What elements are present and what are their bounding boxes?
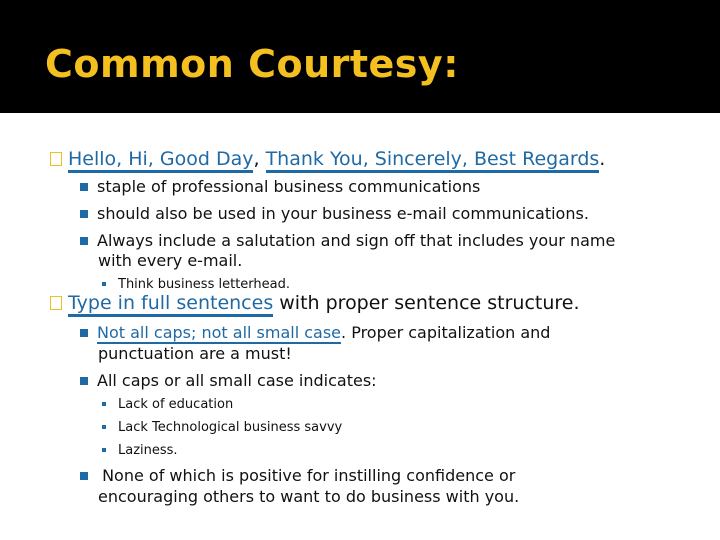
filled-square-icon	[80, 210, 88, 218]
small-square-icon	[102, 402, 106, 406]
slide-title: Common Courtesy:	[45, 42, 459, 86]
bullet-sentences	[50, 292, 580, 314]
small-square-icon	[102, 448, 106, 452]
confidence-continuation: encouraging others to want to do business with you.	[98, 487, 520, 506]
sub-sub-bullet-text: Laziness.	[118, 443, 178, 458]
sub-bullet-indicates	[80, 371, 377, 390]
sub-bullet-text: staple of professional business communications	[97, 177, 481, 196]
small-square-icon	[102, 425, 106, 429]
sub-bullet-caps	[80, 323, 550, 342]
sub-sub-bullet-text: Lack Technological business savvy	[118, 420, 343, 435]
square-outline-icon	[50, 296, 62, 310]
sub-sub-bullet-letterhead	[102, 277, 290, 292]
sentences-link[interactable]: Type in full sentences	[68, 292, 273, 317]
sub-sub-bullet-education	[102, 397, 233, 412]
sub-bullet-salutation	[80, 231, 615, 250]
sentences-rest: with proper sentence structure.	[273, 292, 580, 314]
caps-continuation: punctuation are a must!	[98, 344, 292, 363]
period-text: .	[599, 148, 606, 170]
sub-bullet-staple	[80, 177, 480, 196]
sub-bullet-continuation: with every e-mail.	[98, 251, 243, 270]
filled-square-icon	[80, 472, 88, 480]
bullet-greetings	[50, 148, 605, 170]
sub-bullet-text: All caps or all small case indicates:	[97, 371, 377, 390]
sub-sub-bullet-technological	[102, 420, 342, 435]
sub-bullet-confidence	[80, 466, 515, 485]
sub-bullet-email	[80, 204, 589, 223]
caps-link[interactable]: Not all caps; not all small case	[97, 323, 342, 342]
filled-square-icon	[80, 377, 88, 385]
filled-square-icon	[80, 329, 88, 337]
sub-bullet-text: should also be used in your business e-mail communications.	[97, 204, 589, 223]
sub-sub-bullet-laziness	[102, 443, 178, 458]
square-outline-icon	[50, 152, 62, 166]
caps-rest: . Proper capitalization and	[341, 323, 551, 342]
filled-square-icon	[80, 237, 88, 245]
small-square-icon	[102, 282, 106, 286]
sub-sub-bullet-text: Think business letterhead.	[118, 277, 290, 292]
sub-bullet-text: Always include a salutation and sign off that includes your name	[97, 231, 616, 250]
greetings-link[interactable]: Hello, Hi, Good Day	[68, 148, 253, 173]
sub-sub-bullet-text: Lack of education	[118, 397, 234, 412]
comma-text: ,	[253, 148, 266, 170]
sub-bullet-text: None of which is positive for instilling confidence or	[97, 466, 516, 485]
filled-square-icon	[80, 183, 88, 191]
closings-link[interactable]: Thank You, Sincerely, Best Regards	[266, 148, 600, 173]
